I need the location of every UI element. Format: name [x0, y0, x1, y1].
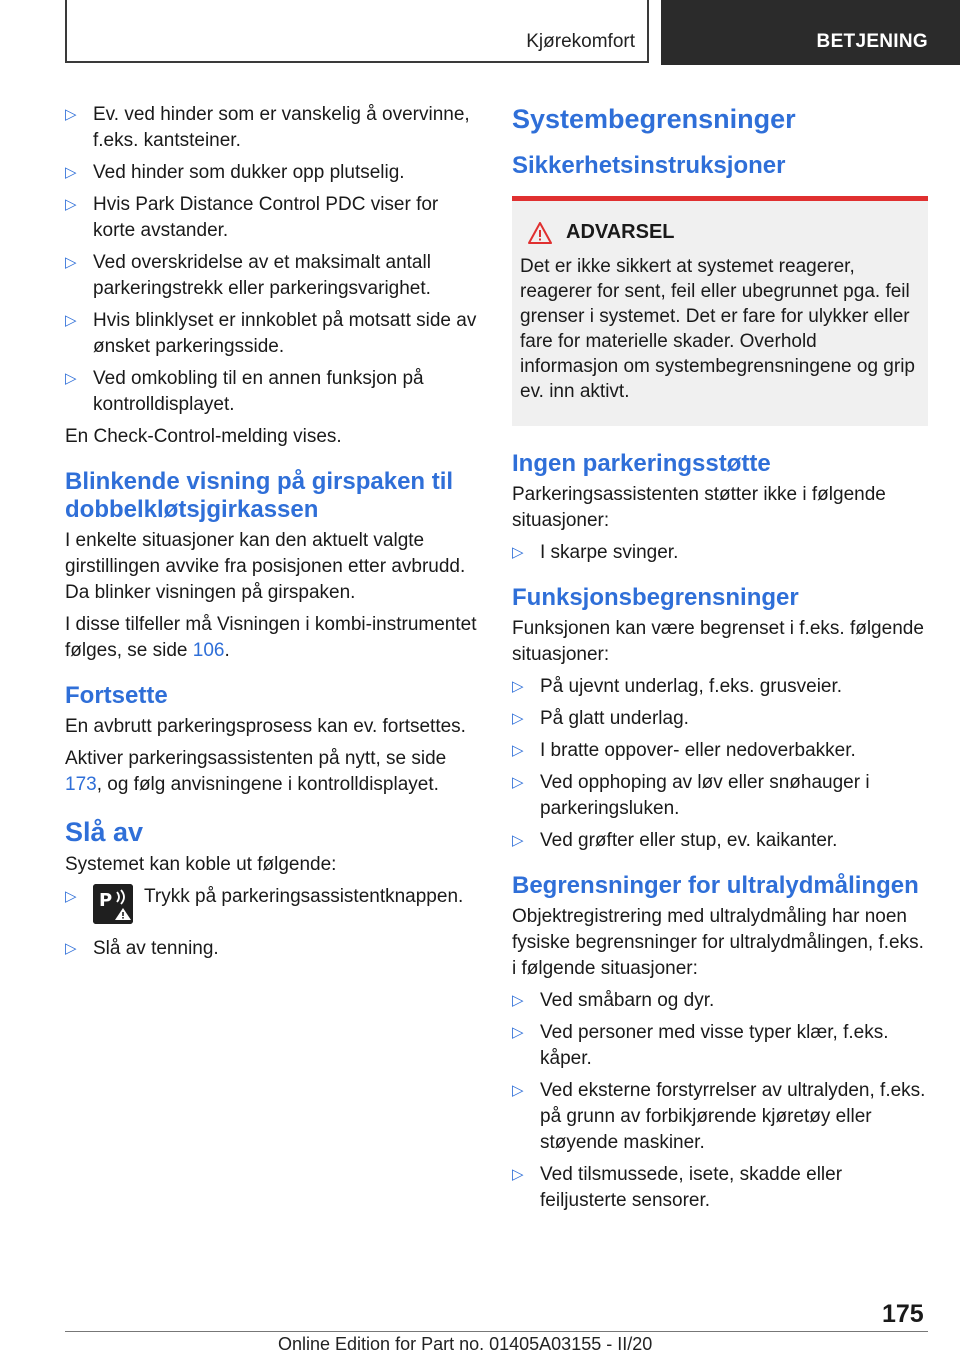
bullet-triangle-icon: ▷: [65, 312, 77, 329]
list-item: ▷ Slå av tenning.: [65, 936, 480, 962]
function-limits-heading: Funksjonsbegrensninger: [512, 584, 799, 611]
bullet-triangle-icon: ▷: [512, 992, 524, 1009]
list-item: ▷ Ved småbarn og dyr.: [512, 988, 928, 1014]
list-item: ▷ P Trykk på parkeringsassistentknappen.: [65, 884, 480, 924]
page-link-106[interactable]: 106: [192, 640, 225, 661]
list-item: ▷ Ved omkobling til en annen funksjon på kontrolldisplayet.: [65, 366, 480, 418]
no-support-heading: Ingen parkeringsstøtte: [512, 450, 771, 477]
footer-edition: Online Edition for Part no. 01405A03155 - II/20: [278, 1334, 653, 1354]
warning-text: Det er ikke sikkert at systemet reagerer, reagerer for sent, feil eller ubegrunnet pga. feil grenser i systemet. Det er fare for ulykker eller fare for materielle skader. Overhold informasjon om systembegrensningene og grip ev. inn aktivt.: [520, 256, 915, 402]
list-item: ▷ Hvis blinklyset er innkoblet på motsatt side av ønsket parkeringsside.: [65, 308, 480, 360]
bullet-triangle-icon: ▷: [512, 742, 524, 759]
ultrasound-limits-heading: Begrensninger for ultralydmålingen: [512, 872, 919, 899]
bullet-triangle-icon: ▷: [65, 196, 77, 213]
list-item: ▷ Ved opphoping av løv eller snøhauger i parkeringsluken.: [512, 770, 928, 822]
list-item: ▷ Ved hinder som dukker opp plutselig.: [65, 160, 480, 186]
bullet-triangle-icon: ▷: [512, 1024, 524, 1041]
header-section-tab: [65, 0, 649, 63]
left-column: [65, 102, 480, 968]
blink-paragraph-2: I disse tilfeller må Visningen i kombi-instrumentet følges, se side 106.: [65, 614, 477, 661]
bullet-triangle-icon: ▷: [512, 774, 524, 791]
list-item: ▷ Ved eksterne forstyrrelser av ultralyden, f.eks. på grunn av forbikjørende kjøretøy eller støyende maskiner.: [512, 1078, 928, 1156]
warning-title: ADVARSEL: [566, 221, 675, 243]
header-chapter-title: BETJENING: [816, 31, 928, 52]
off-paragraph: Systemet kan koble ut følgende:: [65, 854, 337, 875]
bullet-triangle-icon: ▷: [512, 1082, 524, 1099]
page-number: 175: [882, 1300, 924, 1328]
list-item: ▷ Hvis Park Distance Control PDC viser for korte avstander.: [65, 192, 480, 244]
bullet-triangle-icon: ▷: [512, 1166, 524, 1183]
continue-paragraph-2: Aktiver parkeringsassistenten på nytt, se side 173, og følg anvisningene i kontrolldisplayet.: [65, 748, 447, 795]
list-item: ▷ Ved overskridelse av et maksimalt antall parkeringstrekk eller parkeringsvarighet.: [65, 250, 480, 302]
list-item: ▷ I bratte oppover- eller nedoverbakker.: [512, 738, 928, 764]
continue-paragraph-1: En avbrutt parkeringsprosess kan ev. fortsettes.: [65, 716, 466, 737]
right-column: [512, 102, 928, 1220]
bullet-triangle-icon: ▷: [65, 370, 77, 387]
function-limits-paragraph: Funksjonen kan være begrenset i f.eks. følgende situasjoner:: [512, 618, 924, 665]
list-item: ▷ Ved grøfter eller stup, ev. kaikanter.: [512, 828, 928, 854]
header-section-title: Kjørekomfort: [526, 31, 635, 52]
no-support-paragraph: Parkeringsassistenten støtter ikke i følgende situasjoner:: [512, 484, 886, 531]
list-item: ▷ På ujevnt underlag, f.eks. grusveier.: [512, 674, 928, 700]
parking-assistant-button-icon: [93, 884, 133, 924]
blink-heading: Blinkende visning på girspaken til dobbelkløtsjgirkassen: [65, 468, 454, 523]
bullet-triangle-icon: ▷: [65, 164, 77, 181]
warning-triangle-icon: [528, 222, 552, 244]
warning-box: [512, 196, 928, 426]
svg-text:P: P: [99, 890, 113, 911]
check-control-text: En Check-Control-melding vises.: [65, 426, 342, 447]
bullet-triangle-icon: ▷: [65, 888, 77, 905]
system-limits-heading: Systembegrensninger: [512, 104, 796, 134]
bullet-triangle-icon: ▷: [512, 710, 524, 727]
list-item: ▷ Ved personer med visse typer klær, f.eks. kåper.: [512, 1020, 928, 1072]
safety-heading: Sikkerhetsinstruksjoner: [512, 152, 786, 179]
ultrasound-limits-paragraph: Objektregistrering med ultralydmåling har noen fysiske begrensninger for ultralydmålingen, f.eks. i følgende situasjoner:: [512, 906, 924, 979]
off-heading: Slå av: [65, 817, 144, 847]
header-chapter-tab: [661, 0, 960, 65]
list-item: ▷ På glatt underlag.: [512, 706, 928, 732]
blink-paragraph-1: I enkelte situasjoner kan den aktuelt valgte girstillingen avvike fra posisjonen etter avbrudd. Da blinker visningen på girspaken.: [65, 530, 466, 603]
footer-divider: [65, 1331, 928, 1332]
list-item: ▷ I skarpe svinger.: [512, 540, 928, 566]
bullet-triangle-icon: ▷: [512, 832, 524, 849]
bullet-triangle-icon: ▷: [512, 678, 524, 695]
list-item: ▷ Ev. ved hinder som er vanskelig å overvinne, f.eks. kantsteiner.: [65, 102, 480, 154]
bullet-triangle-icon: ▷: [512, 544, 524, 561]
warning-title-row: [520, 221, 920, 244]
list-item: ▷ Ved tilsmussede, isete, skadde eller feiljusterte sensorer.: [512, 1162, 928, 1214]
continue-heading: Fortsette: [65, 682, 168, 709]
page-link-173[interactable]: 173: [65, 774, 97, 795]
bullet-triangle-icon: ▷: [65, 940, 77, 957]
bullet-triangle-icon: ▷: [65, 106, 77, 123]
bullet-triangle-icon: ▷: [65, 254, 77, 271]
